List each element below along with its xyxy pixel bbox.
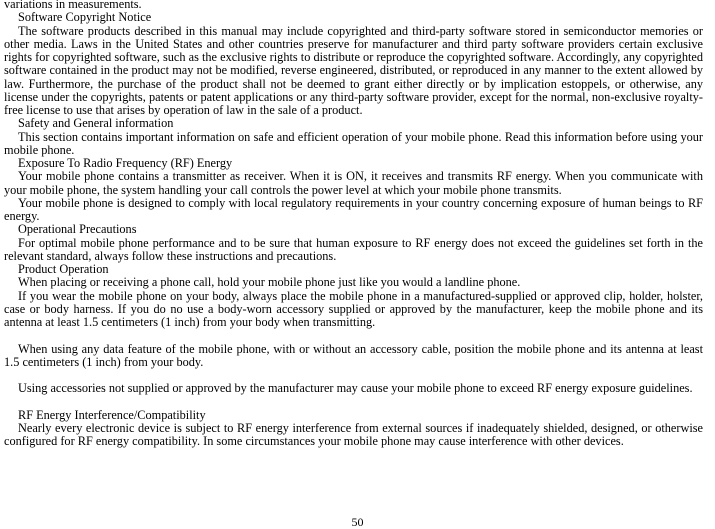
rf-exposure-paragraph-2: Your mobile phone is designed to comply with local regulatory requirements in your country concerning exposure of human beings to RF energy.	[4, 195, 703, 223]
product-operation-paragraph-3: When using any data feature of the mobile phone, with or without an accessory cable, position the mobile phone and its antenna at least 1.5 centimeters (1 inch) from your body.	[4, 341, 703, 369]
rf-exposure-paragraph-1: Your mobile phone contains a transmitter as receiver. When it is ON, it receives and transmits RF energy. When you communicate with your mobile phone, the system handling your call controls the power level at which your mobile phone transmits.	[4, 169, 703, 197]
document-page	[4, 0, 703, 449]
safety-heading: Safety and General information	[18, 116, 174, 131]
copyright-paragraph: The software products described in this manual may include copyrighted and third-party software stored in semiconductor memories or other media. Laws in the United States and other countries preserve for manufacturer and third party software providers certain exclusive rights for copyrighted software, such as the exclusive rights to distribute or reproduce the copyrighted software. Accordingly, any copyrighted software contained in the product may not be modified, reverse engineered, distributed, or reproduced in any manner to the extent allowed by law. Furthermore, the purchase of the product shall not be deemed to grant either directly or by implication estoppels, or otherwise, any license under the copyrights, patents or patent applications or any third-party software provider, except for the normal, non-exclusive royalty-free license to use that arises by operation of law in the sale of a product.	[4, 23, 703, 117]
paragraph-spacer	[4, 369, 703, 382]
operational-precautions-paragraph: For optimal mobile phone performance and to be sure that human exposure to RF energy does not exceed the guidelines set forth in the relevant standard, always follow these instructions and precautions.	[4, 235, 703, 263]
rf-exposure-heading: Exposure To Radio Frequency (RF) Energy	[18, 156, 233, 170]
rf-interference-paragraph: Nearly every electronic device is subject to RF energy interference from external sources if inadequately shielded, designed, or otherwise configured for RF energy compatibility. In some circumstances your mobile phone may cause interference with other devices.	[4, 421, 703, 449]
page-number: 50	[351, 515, 364, 529]
product-operation-paragraph-4: Using accessories not supplied or approved by the manufacturer may cause your mobile phone to exceed RF energy exposure guidelines.	[18, 381, 693, 396]
product-operation-paragraph-1: When placing or receiving a phone call, hold your mobile phone just like you would a landline phone.	[18, 275, 521, 290]
intro-tail-paragraph: variations in measurements.	[4, 0, 142, 11]
paragraph-spacer	[4, 329, 703, 342]
paragraph-spacer	[4, 396, 703, 409]
product-operation-paragraph-2: If you wear the mobile phone on your body, always place the mobile phone in a manufactured-supplied or approved clip, holder, holster, case or body harness. If you do no use a body-worn accessory supplied or approved by the manufacturer, keep the mobile phone and its antenna at least 1.5 centimeters (1 inch) from your body when transmitting.	[4, 288, 703, 329]
product-operation-heading: Product Operation	[18, 262, 109, 276]
operational-precautions-heading: Operational Precautions	[18, 222, 137, 237]
rf-interference-heading: RF Energy Interference/Compatibility	[18, 407, 206, 422]
safety-paragraph: This section contains important information on safe and efficient operation of your mobile phone. Read this information before using your mobile phone.	[4, 129, 703, 157]
copyright-heading: Software Copyright Notice	[18, 10, 152, 25]
